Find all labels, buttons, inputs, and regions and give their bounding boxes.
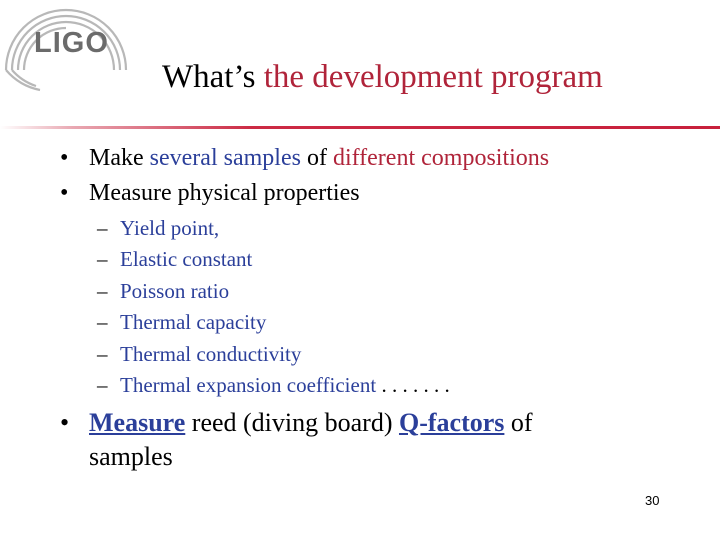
- bullet-line-1: [89, 406, 533, 440]
- sub-label: Poisson ratio: [120, 279, 230, 303]
- page-number: 30: [645, 493, 660, 508]
- ellipsis-dots: . . . . . . .: [376, 373, 450, 397]
- sub-dash: –: [97, 279, 108, 303]
- sub-label: Thermal capacity: [120, 310, 267, 334]
- title-part-2: the development program: [263, 59, 603, 95]
- sub-label-text: Thermal expansion coefficient: [120, 373, 377, 397]
- bullet-line-2: samples: [89, 442, 173, 471]
- title-part-1: What’s: [162, 59, 264, 95]
- sub-label: Elastic constant: [120, 247, 253, 271]
- sub-dash: –: [97, 342, 108, 366]
- bullet-text: [89, 141, 549, 175]
- sub-label: Thermal conductivity: [120, 342, 302, 366]
- bullet-segment: of: [300, 145, 333, 171]
- emphasis-q-factors: Q-factors: [398, 408, 505, 437]
- sub-dash: –: [97, 373, 108, 397]
- emphasis-measure: Measure: [89, 408, 186, 437]
- bullet-segment-highlight: several samples: [149, 145, 301, 171]
- sub-label: [120, 369, 450, 401]
- bullet-segment: of: [504, 408, 533, 437]
- bullet-segment-highlight: different compositions: [332, 145, 550, 171]
- sub-dash: –: [97, 310, 108, 334]
- bullet-segment: reed (diving board): [185, 408, 399, 437]
- sub-label: Yield point,: [120, 216, 220, 240]
- bullet-segment: Make: [89, 145, 150, 171]
- title-divider: [0, 126, 720, 129]
- bullet-dot: •: [60, 180, 69, 206]
- slide-title: [162, 55, 603, 99]
- bullet-text: Measure physical properties: [89, 180, 360, 206]
- ligo-logo: [0, 0, 130, 95]
- sub-dash: –: [97, 216, 108, 240]
- sub-dash: –: [97, 247, 108, 271]
- logo-text: LIGO: [34, 27, 109, 59]
- bullet-dot: •: [60, 145, 69, 171]
- bullet-dot: •: [60, 408, 70, 437]
